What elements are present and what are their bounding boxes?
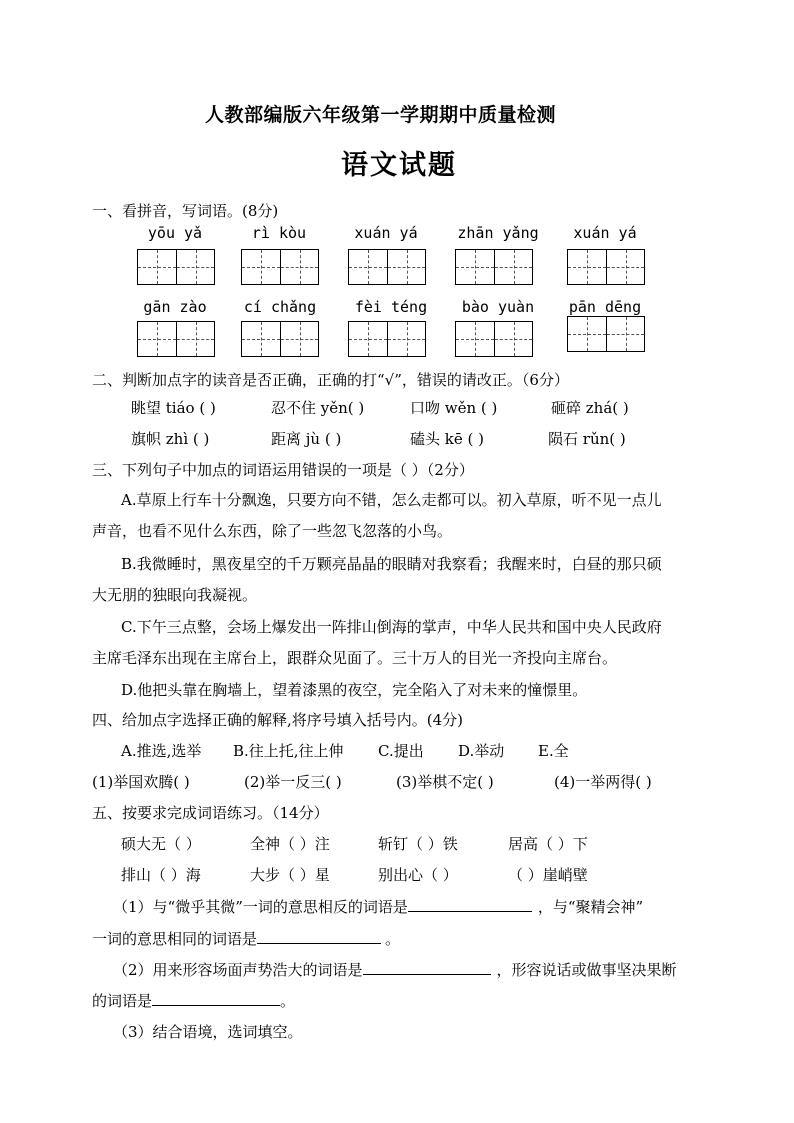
q3-option-c-cont: 主席毛泽东出现在主席台上，跟群众见面了。三十万人的目光一齐投向主席台。 xyxy=(92,649,618,667)
q5-heading: 五、按要求完成词语练习。（14分） xyxy=(92,804,329,822)
q5-item[interactable]: （ ）崖峭壁 xyxy=(508,866,588,884)
pinyin-label: yōu yǎ xyxy=(147,224,203,242)
writing-grid[interactable] xyxy=(455,249,533,285)
q4-option: B.往上托,往上伸 xyxy=(233,742,344,760)
q5-sub2-line1 xyxy=(113,959,677,980)
q2-heading: 二、判断加点字的读音是否正确，正确的打“√”，错误的请改正。（6分） xyxy=(92,371,569,389)
q3-option-d: D.他把头靠在胸墙上，望着漆黑的夜空，完全陷入了对未来的憧憬里。 xyxy=(121,681,588,699)
pinyin-label: bào yuàn xyxy=(461,298,535,316)
q5-sub2-text: 。 xyxy=(280,992,296,1010)
q3-option-a-cont: 声音，也看不见什么东西，除了一些忽飞忽落的小鸟。 xyxy=(92,522,453,540)
q1-heading: 一、看拼音，写词语。(8分) xyxy=(92,202,279,220)
answer-blank[interactable] xyxy=(363,960,491,975)
q5-sub2-line2 xyxy=(92,990,295,1011)
q3-option-c: C.下午三点整，会场上爆发出一阵排山倒海的掌声，中华人民共和国中央人民政府 xyxy=(121,618,662,636)
q5-sub2-text: ，形容说话或做事坚决果断 xyxy=(496,961,677,979)
q5-item[interactable]: 居高（ ）下 xyxy=(508,835,588,853)
pinyin-label: cí chǎng xyxy=(243,298,317,316)
writing-grid[interactable] xyxy=(241,249,319,285)
pinyin-label: fèi téng xyxy=(354,298,428,316)
q3-option-a: A.草原上行车十分飘逸，只要方向不错，怎么走都可以。初入草原，听不见一点儿 xyxy=(121,491,662,509)
q3-heading: 三、下列句子中加点的词语运用错误的一项是（ ）（2分） xyxy=(92,461,474,479)
writing-grid[interactable] xyxy=(567,316,645,352)
writing-grid[interactable] xyxy=(137,321,215,357)
answer-blank[interactable] xyxy=(152,991,280,1006)
q5-sub1-line1 xyxy=(113,896,643,917)
writing-grid[interactable] xyxy=(137,249,215,285)
pinyin-label: gān zào xyxy=(143,298,207,316)
q5-item[interactable]: 斩钉（ ）铁 xyxy=(378,835,458,853)
q5-item[interactable]: 别出心（ ） xyxy=(378,866,458,884)
pinyin-label: xuán yá xyxy=(573,224,637,242)
pinyin-label: rì kòu xyxy=(251,224,307,242)
q3-option-b-cont: 大无朋的独眼向我凝视。 xyxy=(92,586,258,604)
pinyin-label: xuán yá xyxy=(354,224,418,242)
q2-item[interactable]: 磕头 kē ( ) xyxy=(410,430,484,448)
q2-item[interactable]: 口吻 wěn ( ) xyxy=(410,399,498,417)
writing-grid[interactable] xyxy=(455,321,533,357)
q4-item[interactable]: (1)举国欢腾( ) xyxy=(92,773,190,791)
q5-sub1-text: ，与“聚精会神” xyxy=(537,898,644,916)
q4-heading: 四、给加点字选择正确的解释,将序号填入括号内。(4分) xyxy=(92,711,464,729)
exam-subtitle: 语文试题 xyxy=(341,150,457,181)
q2-item[interactable]: 距离 jù ( ) xyxy=(271,430,342,448)
q2-item[interactable]: 旗帜 zhì ( ) xyxy=(131,430,210,448)
q3-option-b: B.我微睡时，黑夜星空的千万颗亮晶晶的眼睛对我察看；我醒来时，白昼的那只硕 xyxy=(121,555,662,573)
q5-sub3: （3）结合语境，选词填空。 xyxy=(113,1023,303,1041)
q4-option: E.全 xyxy=(538,742,569,760)
answer-blank[interactable] xyxy=(408,897,532,912)
q4-item[interactable]: (3)举棋不定( ) xyxy=(396,773,494,791)
q2-item[interactable]: 陨石 rǔn( ) xyxy=(548,430,626,448)
q5-item[interactable]: 全神（ ）注 xyxy=(250,835,330,853)
exam-title: 人教部编版六年级第一学期期中质量检测 xyxy=(205,104,557,126)
q5-sub1-text: 。 xyxy=(385,930,401,948)
q4-option: A.推选,选举 xyxy=(121,742,202,760)
q2-item[interactable]: 砸碎 zhá( ) xyxy=(551,399,629,417)
pinyin-label: zhān yǎng xyxy=(457,224,539,242)
q5-item[interactable]: 硕大无（ ） xyxy=(121,835,201,853)
q4-item[interactable]: (2)举一反三( ) xyxy=(244,773,342,791)
q5-sub1-line2 xyxy=(92,928,400,949)
writing-grid[interactable] xyxy=(241,321,319,357)
writing-grid[interactable] xyxy=(348,249,426,285)
q4-item[interactable]: (4)一举两得( ) xyxy=(554,773,652,791)
q4-option: C.提出 xyxy=(378,742,424,760)
writing-grid[interactable] xyxy=(567,249,645,285)
q2-item[interactable]: 忍不住 yěn( ) xyxy=(271,399,365,417)
writing-grid[interactable] xyxy=(348,321,426,357)
q4-option: D.举动 xyxy=(458,742,505,760)
q2-item[interactable]: 眺望 tiáo ( ) xyxy=(131,399,216,417)
q5-sub1-text: （1）与“微乎其微”一词的意思相反的词语是 xyxy=(113,898,408,916)
q5-item[interactable]: 排山（ ）海 xyxy=(121,866,201,884)
pinyin-label: pān dēng xyxy=(568,298,642,316)
q5-sub2-text: 的词语是 xyxy=(92,992,153,1010)
q5-item[interactable]: 大步（ ）星 xyxy=(250,866,330,884)
q5-sub1-text: 一词的意思相同的词语是 xyxy=(92,930,258,948)
q5-sub2-text: （2）用来形容场面声势浩大的词语是 xyxy=(113,961,363,979)
answer-blank[interactable] xyxy=(257,929,381,944)
